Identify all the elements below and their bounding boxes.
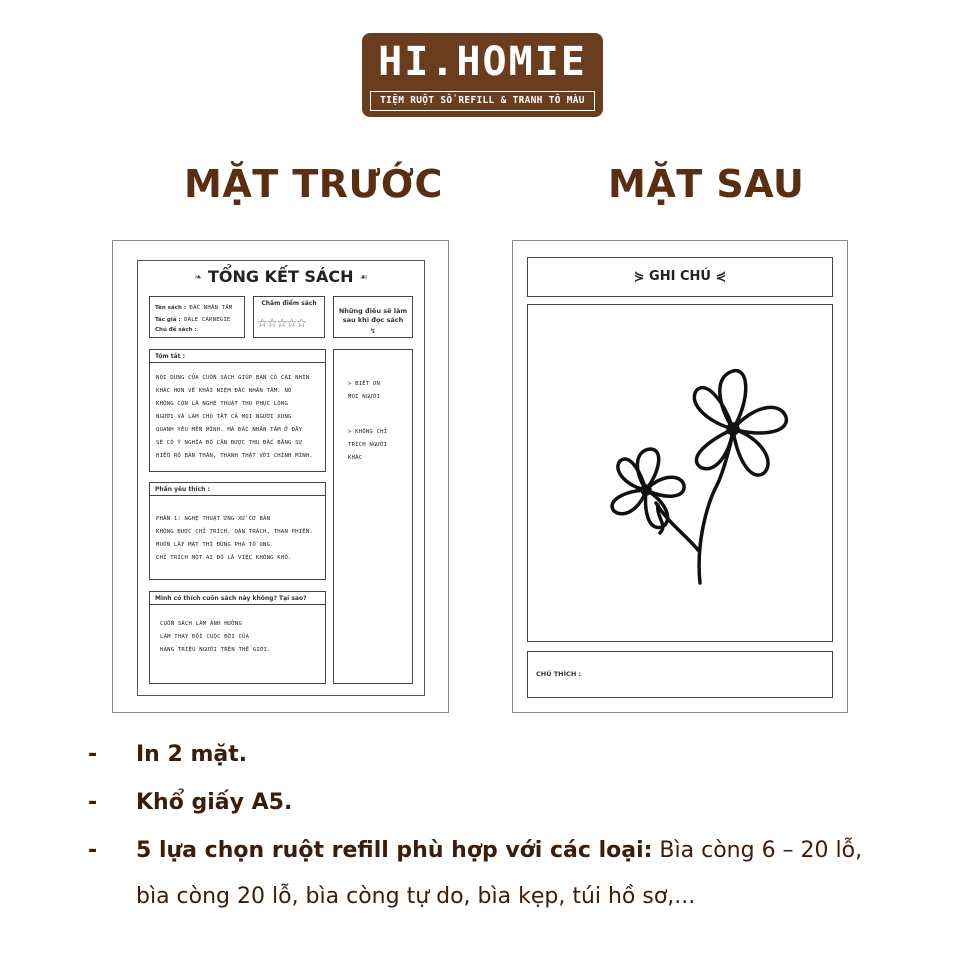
action-note-2: > KHÔNG CHỈ TRÍCH NGƯỜI KHÁC [348, 429, 388, 461]
author-label: Tác giả : [155, 317, 181, 323]
back-side-title: MẶT SAU [608, 162, 805, 206]
back-page-preview [512, 240, 848, 713]
topic-label: Chủ đề sách : [155, 327, 197, 333]
brand-logo [362, 33, 603, 117]
feature-1-text: In 2 mặt. [136, 742, 248, 767]
caption-box [527, 651, 833, 698]
opinion-label: Mình có thích cuốn sách này không? Tại sao? [155, 595, 307, 602]
flower-stem [699, 433, 733, 583]
opinion-text: CUỐN SÁCH LÀM ẢNH HƯỞNG LÀM THAY ĐỔI CUỘC ĐỜI CỦA HÀNG TRIỆU NGƯỜI TRÊN THẾ GIỚI. [160, 621, 271, 653]
book-summary-heading-text: TỔNG KẾT SÁCH [208, 267, 354, 286]
bullet-dash: - [88, 790, 98, 815]
flower-petal [612, 490, 646, 514]
rating-box [253, 296, 325, 338]
leaf-icon: ☙ [359, 272, 368, 283]
feature-2-text: Khổ giấy A5. [136, 790, 293, 815]
front-side-title: MẶT TRƯỚC [184, 162, 443, 206]
actions-notes-box [333, 349, 413, 684]
notes-heading-box [527, 257, 833, 297]
flower-petal [733, 429, 768, 475]
favorite-label: Phần yêu thích : [155, 486, 210, 493]
summary-box [149, 349, 326, 472]
front-page-frame [137, 260, 425, 696]
leaf-icon: ❧ [194, 272, 202, 283]
feature-3-bold-text: 5 lựa chọn ruột refill phù hợp với các loại: [136, 838, 653, 863]
bullet-dash: - [88, 742, 98, 767]
favorite-text: PHẦN 1: NGHỆ THUẬT ỨNG XỬ CƠ BẢN KHÔNG ĐƯỢC CHỈ TRÍCH, OÁN TRÁCH, THAN PHIỀN. MUỐN LẤY MẬT THÌ ĐỪNG PHÁ TỔ ONG. CHỈ TRÍCH MỘT AI ĐÓ LÀ VIỆC KHÔNG KHÓ. [156, 516, 313, 561]
feature-item-3 [88, 838, 862, 863]
brand-tagline: TIỆM RUỘT SỔ REFILL & TRANH TÔ MÀU [370, 91, 595, 111]
opinion-header [150, 592, 325, 605]
flower-petal [696, 429, 733, 469]
topic-row [155, 327, 197, 333]
feature-item-2 [88, 790, 292, 815]
opinion-box [149, 591, 326, 684]
favorite-header [150, 483, 325, 496]
summary-label: Tóm tắt : [155, 353, 186, 360]
flower-petal [694, 388, 733, 429]
after-reading-box [333, 296, 413, 338]
notes-heading: ⋟ GHI CHÚ ⋞ [633, 269, 727, 284]
book-summary-heading [138, 267, 424, 286]
book-name-value: ĐẮC NHÂN TÂM [189, 305, 233, 311]
book-name-label: Tên sách : [155, 305, 187, 311]
drawing-area [527, 304, 833, 642]
summary-header [150, 350, 325, 363]
feature-item-1 [88, 742, 247, 767]
author-row [155, 314, 230, 327]
favorite-part-box [149, 482, 326, 580]
squiggle-arrow-icon: ↯ [370, 327, 376, 335]
front-page-preview [112, 240, 449, 713]
rating-stars: ☆☆☆☆☆ [257, 316, 306, 330]
feature-3-continuation: bìa còng 20 lỗ, bìa còng tự do, bìa kẹp, túi hồ sơ,... [136, 884, 696, 909]
author-value: DALE CARNEGIE [184, 317, 231, 323]
flower-illustration [528, 305, 834, 643]
caption-label: CHÚ THÍCH : [536, 670, 582, 678]
bullet-dash: - [88, 838, 98, 863]
feature-3-text: Bìa còng 6 – 20 lỗ, [652, 838, 863, 863]
rating-label: Chấm điểm sách [261, 300, 317, 307]
after-reading-label: Những điều sẽ làm sau khi đọc sách [338, 307, 408, 324]
book-info-box [149, 296, 245, 338]
brand-name: HI.HOMIE [378, 39, 587, 85]
summary-text: NỘI DUNG CỦA CUỐN SÁCH GIÚP BẠN CÓ CÁI NHÌN KHÁC HƠN VỀ KHÁI NIỆM ĐẮC NHÂN TÂM. NÓ KHÔNG CÒN LÀ NGHỆ THUẬT THU PHỤC LÒNG NGƯỜI VÀ LÀM CHO TẤT CẢ MỌI NGƯỜI XUNG QUANH YÊU MẾN MÌNH. MÀ ĐẮC NHÂN TÂM Ở ĐÂY SẼ CÓ Ý NGHĨA ĐÓ CÂN ĐƯỢC THU ĐẮC BẰNG SỰ HIỂU RÕ BẢN THÂN, THÀNH THẬT VỚI CHÍNH MÌNH. [156, 375, 313, 459]
action-note-1: > BIẾT ƠN MỌI NGƯỜI [348, 381, 381, 400]
